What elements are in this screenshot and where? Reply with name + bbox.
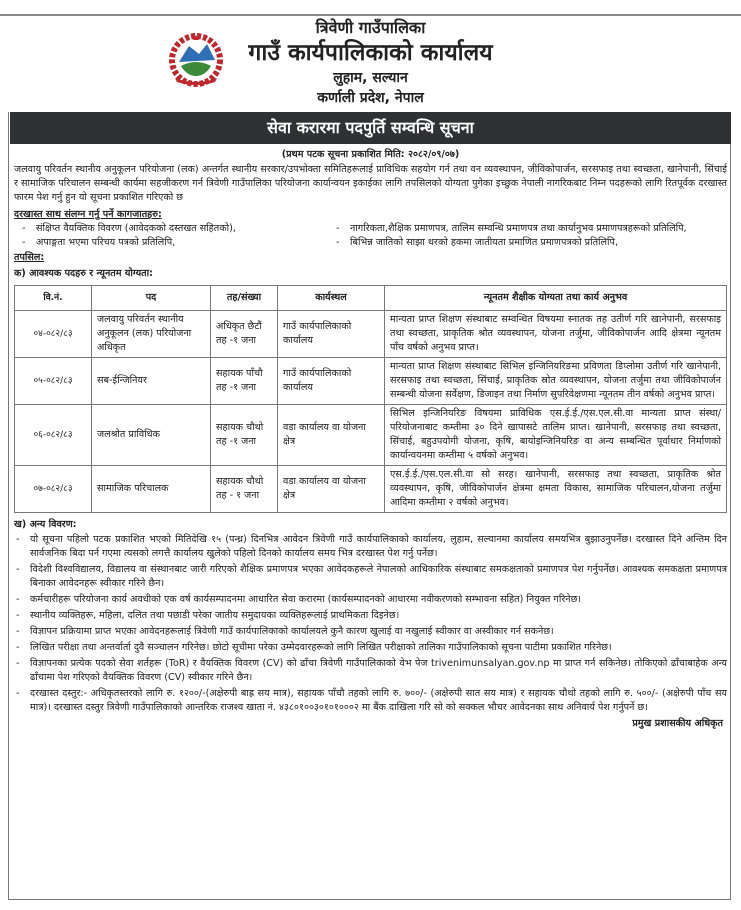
cell-post: सामाजिक परिचालक <box>92 466 211 513</box>
cell-level: सहायक चौथो तह -१ जना <box>211 405 278 466</box>
notice-body <box>14 148 727 731</box>
municipality-name: त्रिवेणी गाउँपालिका <box>315 18 426 37</box>
cell-level: सहायक चौथो तह - १ जना <box>211 466 278 513</box>
cell-level: अधिकृत छैटौं तह -१ जना <box>211 311 278 358</box>
table-row <box>15 466 727 513</box>
cell-qualification: सिभिल इन्जिनियरिङ विषयमा प्राविधिक एस.ई.ई./एस.एल.सी.वा मान्यता प्राप्त संस्था/परियोजनाबाट कम्तीमा ३० दिने खापासटे तालिम प्राप्त। खानेपानी, सरसफाइ तथा स्वच्छता, सिंचाई, बहुउपयोगी योजना, कृषि, बायोइन्जिनियरिङ वा अन्य सम्बन्धित पूर्वाधार निर्माणको कार्यान्वयनमा कम्तीमा ५ वर्षको अनुभव। <box>385 405 727 466</box>
publish-date-line: (प्रथम पटक सूचना प्रकाशित मिति: २०८२/०९/०७) <box>281 149 460 160</box>
other-detail-item: - दरखास्त दस्तुर:- अधिकृतस्तरको लागि रु. १२००/-(अक्षेरुपी बाह्र सय मात्र), सहायक पाँचौ तहको लागि रु. ७००/- (अक्षेरुपी सात सय मात्र) र सहायक चौथो तहको लागि रु. ५००/- (अक्षेरुपी पाँच सय मात्र)। दरखास्त दस्तुर त्रिवेणी गाउँपालिकाको आन्तरिक राजश्व खाता नं. ४३८०१००३०१०१०००२ मा बैंक दाखिला गरि सो को सक्कल भौचर आवेदनका साथ अनिवार्य पेश गर्नुपर्ने छ। <box>14 687 727 715</box>
cell-level: सहायक पाँचौ तह -१ जना <box>211 358 278 405</box>
cell-post: जलवायु परिवर्तन स्थानीय अनुकूलन (लक) परियोजना अधिकृत <box>92 311 211 358</box>
office-name: गाउँ कार्यपालिकाको कार्यालय <box>248 40 493 66</box>
cell-workplace: गाउँ कार्यपालिकाको कार्यालय <box>278 311 385 358</box>
signatory-title: प्रमुख प्रशासकीय अधिकृत <box>632 718 723 729</box>
office-location: लुहाम, सल्यान <box>333 70 408 86</box>
cell-post: सब-ईन्जिनियर <box>92 358 211 405</box>
documents-list <box>20 222 727 250</box>
table-header-row <box>15 286 727 311</box>
posts-table <box>14 285 727 513</box>
other-detail-item: - विदेशी विश्वविद्यालय, विद्यालय वा संस्थानबाट जारी गरिएको शैक्षिक प्रमाणपत्र भएका आवेदकहरूले नेपालको आधिकारिक संस्थाबाट समकक्षताको प्रमाणपत्र पेश गर्नुपर्नेछ। आवश्यक समकक्षता प्रमाणपत्र बिनाका आवेदनहरू स्वीकार गरिने छैन। <box>14 563 727 591</box>
cell-sn: ०७-०८२/८३ <box>15 466 92 513</box>
table-row <box>15 358 727 405</box>
cell-workplace: वडा कार्यालय वा योजना क्षेत्र <box>278 466 385 513</box>
document-item: - नागरिकता,शैक्षिक प्रमाणपत्र, तालिम सम्वन्धि प्रमाणपत्र तथा कार्यानुभव प्रमाणपत्रहरूको प्रतिलिपि, <box>334 222 727 236</box>
province-country: कर्णाली प्रदेश, नेपाल <box>317 90 424 106</box>
cell-workplace: गाउँ कार्यपालिकाको कार्यालय <box>278 358 385 405</box>
other-details-title: ख) अन्य विवरण: <box>14 519 77 530</box>
details-title: तपसिल: <box>14 252 45 263</box>
notice-title-banner: सेवा करारमा पदपुर्ति सम्वन्धि सूचना <box>10 112 731 144</box>
cell-qualification: मान्यता प्राप्त शिक्षण संस्थाबाट सिभिल इन्जिनियरिङमा प्रविणता डिप्लोमा उतीर्ण गरि खानेपानी, सरसफाइ तथा स्वच्छता, सिंचाई, प्राकृतिक स्रोत व्यवस्थापन, योजना तर्जुमा तथा जीविकोपार्जन सम्बन्धी योजना सर्वेक्षण, डिजाइन तथा निर्माण सुपरिवेक्षणमा न्यूनतम तीन वर्षको अनुभव प्राप्त। <box>385 358 727 405</box>
intro-paragraph: जलवायु परिवर्तन स्थानीय अनुकूलन परियोजना (लक) अन्तर्गत स्थानीय सरकार/उपभोक्ता समितिहरूलाई प्राविधिक सहयोग गर्न तथा वन व्यवस्थापन, जीविकोपार्जन, सरसफाइ तथा स्वच्छता, खानेपानी, सिंचाई र सामाजिक परिचालन सम्बन्धी कार्यमा सहजीकरण गर्न त्रिवेणी गाउँपालिका परियोजना कार्यान्वयन इकाईका लागि तपसिलको योग्यता पुगेका इच्छुक नेपाली नागरिकबाट निम्न पदहरूको लागि रितपूर्वक दरखास्त फारम पेश गर्नु हुन यो सूचना प्रकाशित गरिएको छ <box>14 164 727 203</box>
column-header-post: पद <box>92 286 211 311</box>
documents-title: दरखास्त साथ संलग्न गर्नु पर्ने कागजातहरु: <box>14 209 162 220</box>
other-detail-item: - विज्ञापन प्रक्रियामा प्राप्त भएका आवेदनहरूलाई त्रिवेणी गाउँ कार्यपालिकाको कार्यालयले कुनै कारण खुलाई वा नखुलाई स्वीकार वा अस्वीकार गर्न सकनेछ। <box>14 625 727 639</box>
table-row <box>15 311 727 358</box>
posts-section-title: क) आवश्यक पदहरु र न्यूनतम योग्यता: <box>14 268 153 279</box>
cell-workplace: वडा कार्यालय वा योजना क्षेत्र <box>278 405 385 466</box>
document-item: - संक्षिप्त वैयक्तिक विवरण (आवेदकको दस्तखत सहितको), <box>20 222 320 236</box>
other-details-list <box>14 533 727 715</box>
other-detail-item: - स्थानीय व्यक्तिहरू, महिला, दलित तथा पछाडी परेका जातीय समुदायका व्यक्तिहरूलाई प्राथमिकता दिइनेछ। <box>14 609 727 623</box>
column-header-level: तह/संख्या <box>211 286 278 311</box>
cell-post: जलश्रोत प्राविधिक <box>92 405 211 466</box>
other-detail-item: - यो सूचना पहिलो पटक प्रकाशित भएको मितिदेखि १५ (पन्ध्र) दिनभित्र आवेदन त्रिवेणी गाउँ कार्यपालिकाको कार्यालय, लुहाम, सल्यानमा कार्यालय समयभित्र बुझाउनुपर्नेछ। दरखास्त दिने अन्तिम दिन सार्वजनिक बिदा पर्न गएमा त्यसको लगत्तै कार्यालय खुलेको पहिलो दिनको कार्यालय समय भित्र दरखास्त पेश गर्नु पर्नेछ। <box>14 533 727 561</box>
letterhead <box>0 14 741 112</box>
document-item: - बिभिन्न जातिको साझा थरको हकमा जातीयता प्रमाणित प्रमाणपत्रको प्रतिलिपि, <box>334 236 727 250</box>
cell-qualification: एस.ई.ई./एस.एल.सी.वा सो सरह। खानेपानी, सरसफाइ तथा स्वच्छता, प्राकृतिक श्रोत व्यवस्थापन, कृषि, जीविकोपार्जन क्षेत्रमा क्षमता विकास, सामाजिक परिचालन,योजना तर्जुमा आदिमा कम्तीमा २ वर्षको अनुभव। <box>385 466 727 513</box>
document-item: - अपाङ्गता भएमा परिचय पत्रको प्रतिलिपि, <box>20 236 320 250</box>
cell-qualification: मान्यता प्राप्त शिक्षण संस्थाबाट सम्वन्धित विषयमा स्नातक तह उतीर्ण गरि खानेपानी, सरसफाइ तथा स्वच्छता, प्राकृतिक श्रोत व्यवस्थापन, योजना तर्जुमा, जीविकोपार्जन आदि क्षेत्रमा न्यूनतम पाँच वर्षको अनुभव प्राप्त। <box>385 311 727 358</box>
other-detail-item: - लिखित परीक्षा तथा अन्तर्वार्ता दुवै सञ्चालन गरिनेछ। छोटो सूचीमा परेका उम्मेदवारहरूको लागि लिखित परीक्षाको तालिका गाउँपालिकाको सूचना पाटीमा प्रकाशित गरिनेछ। <box>14 641 727 655</box>
column-header-workplace: कार्यस्थल <box>278 286 385 311</box>
cell-sn: ०६-०८२/८३ <box>15 405 92 466</box>
other-detail-item: - कर्मचारीहरू परियोजना कार्य अवधीको एक वर्ष कार्यसम्पादनमा आधारित सेवा करारमा (कार्यसम्पादनको आधारमा नवीकरणको सम्भावना सहित) नियुक्त गरिनेछ। <box>14 593 727 607</box>
column-header-sn: वि.नं. <box>15 286 92 311</box>
cell-sn: ०४-०८२/८३ <box>15 311 92 358</box>
table-row <box>15 405 727 466</box>
cell-sn: ०५-०८२/८३ <box>15 358 92 405</box>
other-detail-item: - विज्ञापनका प्रत्येक पदको सेवा शर्तहरू (ToR) र वैयक्तिक विवरण (CV) को ढाँचा त्रिवेणी गाउँपालिकाको वेभ पेज trivenimunsalyan.gov.np मा प्राप्त गर्न सकिनेछ। तोकिएको ढाँचाबाहेक अन्य ढाँचामा पेश गरिएको वैयक्तिक विवरण (CV) स्वीकार गरिने छैन। <box>14 657 727 685</box>
column-header-qualification: न्यूनतम शैक्षीक योग्यता तथा कार्य अनुभव <box>385 286 727 311</box>
